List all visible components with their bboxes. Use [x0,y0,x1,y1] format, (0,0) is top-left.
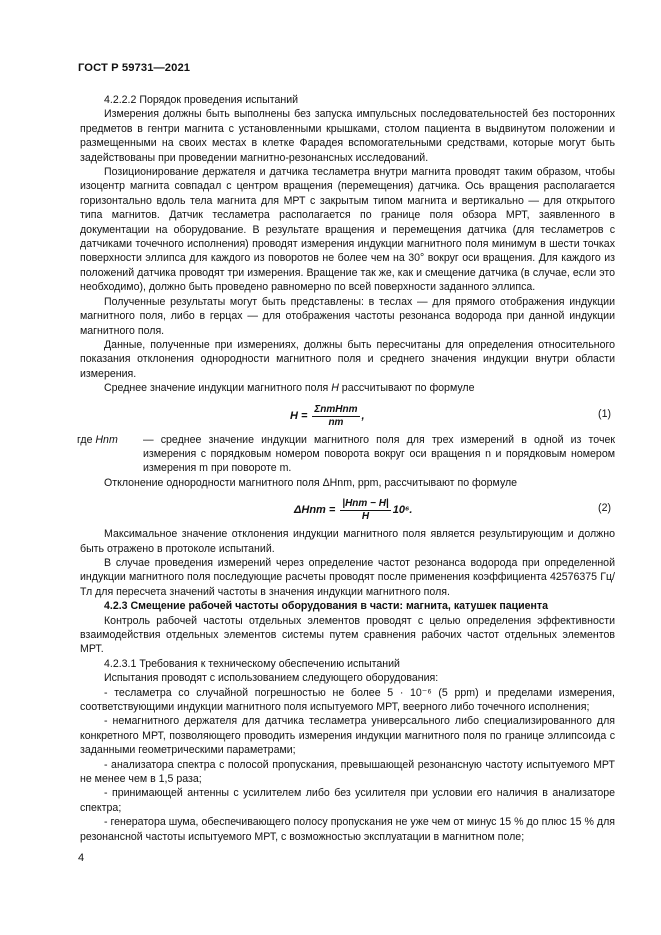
paragraph: Измерения должны быть выполнены без запуска импульсных последовательностей без посторонних предметов в гентри магнита с установленными крышками, столом пациента в выдвинутом положении и размещенными на своих местах в клетке Фарадея вспомогательными средствами, которые могут быть задействованы при проведении магнитно-резонансных исследований. [80,108,615,164]
paragraph: Отклонение однородности магнитного поля ΔHnm, ppm, рассчитывают по формуле [104,476,518,489]
list-item: - принимающей антенны с усилителем либо без усилителя при условии его наличия в анализаторе спектра; [80,787,615,814]
list-item: - немагнитного держателя для датчика тесламетра универсального либо специализированного для конкретного МРТ, позволяющего проводить измерения индукции магнитного поля по границе эллипсоида с заданными геометрическими параметрами; [80,715,615,757]
paragraph: Данные, полученные при измерениях, должны быть пересчитаны для определения относительного показания отклонения однородности магнитного поля и среднего значения индукции внутри области измерения. [80,338,615,380]
formula-number: (2) [598,502,611,515]
formula-lhs: ΔHnm [294,504,326,517]
formula-number: (1) [598,407,611,420]
page-number: 4 [78,852,85,864]
section-heading-4-2-3: 4.2.3 Смещение рабочей частоты оборудования в части: магнита, катушек пациента [104,600,549,613]
list-item: - анализатора спектра с полосой пропускания, превышающей резонансную частоту испытуемого МРТ не менее чем в 1,5 раза; [80,758,615,786]
where-clause: где Hnm — среднее значение индукции магнитного поля для трех измерений в одной из точек измерения с порядковым номером поворота вокруг оси вращения n и порядковым номером измерения m при повороте m. [77,433,615,475]
fraction: $\frac{\text{ΣnmHnm}}{nm}$ [314,403,358,428]
paragraph: В случае проведения измерений через определение частот резонанса водорода при определенной индукции магнитного поля последующие расчеты проводят после применения коэффициента 42576375 Гц/Тл для пересчета значений частоты в значения индукции магнитного поля. [80,556,615,598]
paragraph: Контроль рабочей частоты отдельных элементов проводят с целью определения эффективности взаимодействия отдельных элементов системы путем сравнения рабочих частот отдельных элементов МРТ. [80,614,615,656]
paragraph: Среднее значение индукции магнитного поля H рассчитывают по формуле [104,382,475,395]
list-item: - генератора шума, обеспечивающего полосу пропускания не уже чем от минус 15 % до плюс 15 % для резонансной частоты испытуемого МРТ, с возможностью эксплуатации в магнитном поле; [80,816,615,843]
subsection-heading-4-2-2-2: 4.2.2.2 Порядок проведения испытаний [104,94,299,106]
paragraph: Позиционирование держателя и датчика тесламетра внутри магнита проводят таким образом, чтобы изоцентр магнита совпадал с центром вращения (перемещения) датчика. Ось вращения располагается горизонтально вдоль тела магнита для МРТ с закрытым типом магнита и вертикально — для открытого типа магнитов. Датчик тесламетра располагается по границе поля обзора МРТ, заявленного в документации на оборудование. В результате вращения и перемещения датчика (для тесламетров с датчиками точечного исполнения) проводят измерения индукции магнитного поля минимум в шести точках поверхности эллипса для каждого из поворотов не более чем на 30° вокруг оси вращения. Для каждого из положений датчика проводят три измерения. Вращение так же, как и смещение датчика (в случае, если это необходимо), должно быть проведено равномерно по всей поверхности заданного эллипса. [80,166,615,294]
subsection-heading-4-2-3-1: 4.2.3.1 Требования к техническому обеспечению испытаний [104,657,400,670]
document-body [77,93,615,844]
paragraph: Максимальное значение отклонения индукции магнитного поля является результирующим и должно быть отражено в протоколе испытаний. [80,528,615,555]
paragraph: Полученные результаты могут быть представлены: в теслах — для прямого отображения индукции магнитного поля, либо в герцах — для отображения частоты резонанса водорода при данной индукции магнитного поля. [80,295,615,337]
list-item: - тесламетра со случайной погрешностью не более 5 · 10⁻⁶ (5 ppm) и пределами измерения, соответствующими индукции магнитного поля испытуемого МРТ, веерного либо точечного исполнения; [80,686,615,714]
formula-lhs: H [290,409,298,422]
paragraph: Испытания проводят с использованием следующего оборудования: [104,672,439,685]
document-header: ГОСТ Р 59731—2021 [78,62,191,74]
formula-2: ΔHnm = $\frac{\text{|Hnm − H|}}{H}$ 10⁶. (2) [294,498,611,523]
formula-1: H = $\frac{\text{ΣnmHnm}}{nm}$ , (1) [290,403,611,428]
fraction: $\frac{\text{|Hnm − H|}}{H}$ [342,498,389,523]
